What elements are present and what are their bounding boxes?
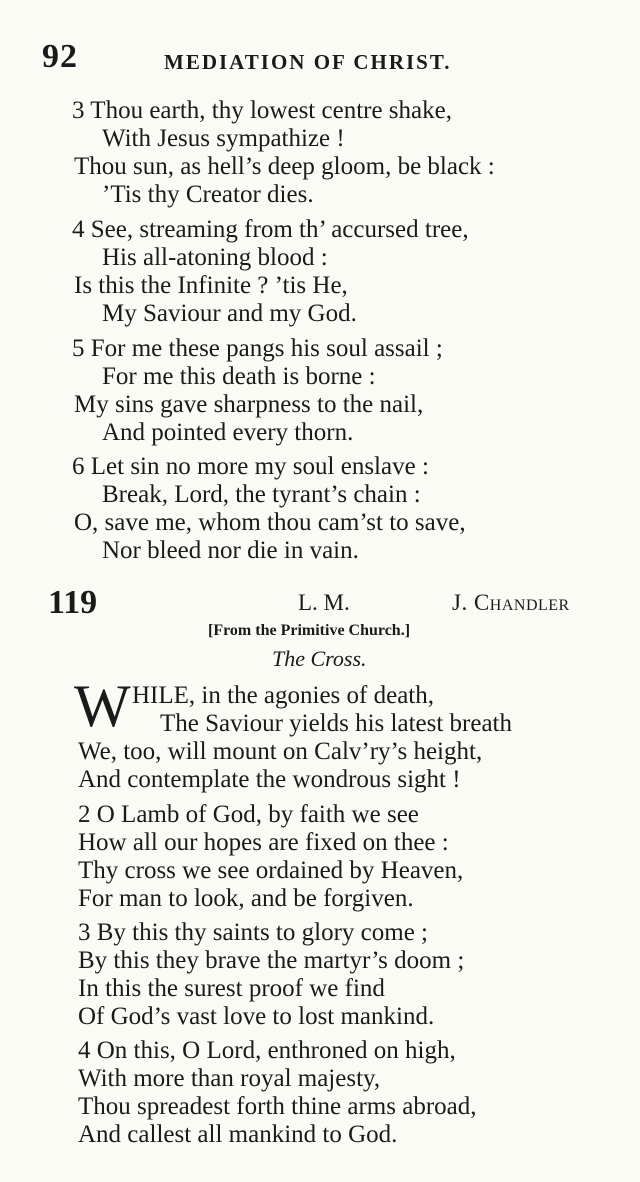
verse-line: Thy cross we see ordained by Heaven, xyxy=(78,857,464,884)
verse-line: And pointed every thorn. xyxy=(102,419,354,446)
verse-line: Is this the Infinite ? ’tis He, xyxy=(74,272,348,299)
verse-line: 5 For me these pangs his soul assail ; xyxy=(72,335,443,362)
hymn-subtitle: The Cross. xyxy=(272,646,367,671)
page-number: 92 xyxy=(42,38,78,75)
verse-line: For man to look, and be forgiven. xyxy=(78,885,414,912)
verse-line: We, too, will mount on Calv’ry’s height, xyxy=(78,738,483,765)
drop-cap: W xyxy=(74,673,131,739)
verse-line: And contemplate the wondrous sight ! xyxy=(78,766,461,793)
verse-line: With more than royal majesty, xyxy=(78,1065,381,1092)
hymn-meter: L. M. xyxy=(298,590,350,615)
verse-line: Of God’s vast love to lost mankind. xyxy=(78,1003,435,1030)
verse-line: His all-atoning blood : xyxy=(102,244,328,271)
hymn-number: 119 xyxy=(48,584,98,621)
verse-line: Thou spreadest forth thine arms abroad, xyxy=(78,1093,477,1120)
verse-line: ’Tis thy Creator dies. xyxy=(102,181,314,208)
verse-line: For me this death is borne : xyxy=(102,363,376,390)
running-title: MEDIATION OF CHRIST. xyxy=(164,50,452,74)
verse-line: 4 On this, O Lord, enthroned on high, xyxy=(78,1037,456,1064)
verse-line: How all our hopes are fixed on thee : xyxy=(78,829,449,856)
verse-line: Break, Lord, the tyrant’s chain : xyxy=(102,481,421,508)
verse-line: 2 O Lamb of God, by faith we see xyxy=(78,801,419,828)
hymn-source: [From the Primitive Church.] xyxy=(208,622,411,639)
verse-line: 6 Let sin no more my soul enslave : xyxy=(72,453,429,480)
verse-line: 4 See, streaming from th’ accursed tree, xyxy=(72,216,469,243)
verse-line: By this they brave the martyr’s doom ; xyxy=(78,947,465,974)
page-header xyxy=(42,38,620,78)
verse-line: In this the surest proof we find xyxy=(78,975,385,1002)
verse-line: 3 Thou earth, thy lowest centre shake, xyxy=(72,97,452,124)
verse-line: My sins gave sharpness to the nail, xyxy=(74,391,424,418)
verse-line: My Saviour and my God. xyxy=(102,300,357,327)
verse-line: Thou sun, as hell’s deep gloom, be black : xyxy=(74,153,495,180)
verse-line: 3 By this thy saints to glory come ; xyxy=(78,919,428,946)
verse-line: O, save me, whom thou cam’st to save, xyxy=(74,509,466,536)
verse-line: The Saviour yields his latest breath xyxy=(160,710,513,737)
verse-line: And callest all mankind to God. xyxy=(78,1121,398,1148)
verse-line: Nor bleed nor die in vain. xyxy=(102,537,359,564)
hymn-author: J. Chandler xyxy=(452,590,570,615)
verse-line: With Jesus sympathize ! xyxy=(102,125,345,152)
verse-line: HILE, in the agonies of death, xyxy=(132,682,434,709)
